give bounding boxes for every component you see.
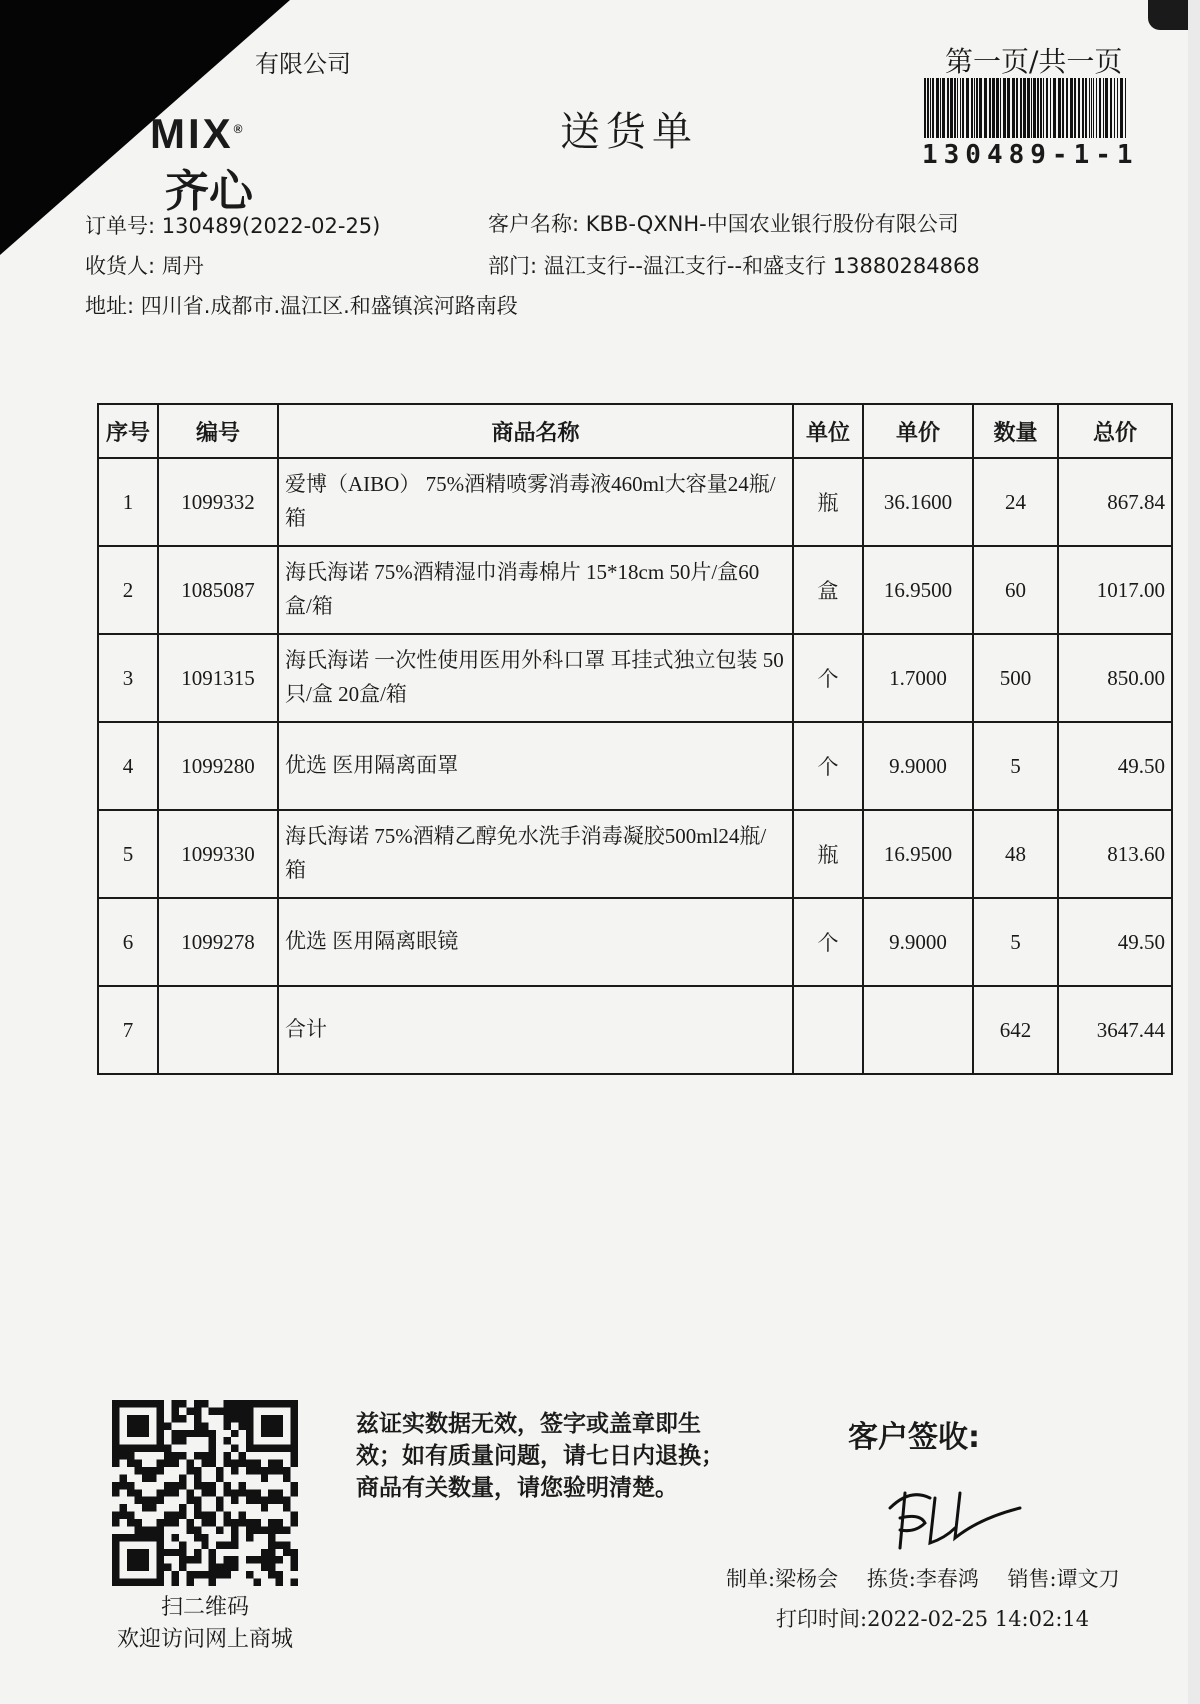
table-row bbox=[98, 546, 1172, 634]
cell-no: 6 bbox=[98, 898, 158, 986]
barcode bbox=[922, 78, 1132, 138]
department-label: 部门: bbox=[488, 254, 538, 278]
cell-price: 16.9500 bbox=[863, 546, 973, 634]
cell-code bbox=[158, 986, 278, 1074]
notice-line: 商品有关数量，请您验明清楚。 bbox=[356, 1475, 678, 1502]
header-name: 商品名称 bbox=[278, 404, 793, 458]
cell-code: 1091315 bbox=[158, 634, 278, 722]
cell-code: 1099332 bbox=[158, 458, 278, 546]
cell-name: 合计 bbox=[278, 986, 793, 1074]
corner-shadow bbox=[1148, 0, 1188, 30]
handwritten-signature bbox=[870, 1468, 1030, 1558]
cell-name: 爱博（AIBO） 75%酒精喷雾消毒液460ml大容量24瓶/箱 bbox=[278, 458, 793, 546]
cell-price bbox=[863, 986, 973, 1074]
cell-unit: 盒 bbox=[793, 546, 863, 634]
staff-info bbox=[726, 1563, 1142, 1593]
brand-logo-chinese: 齐心 bbox=[165, 166, 253, 217]
customer-name-value: KBB-QXNH-中国农业银行股份有限公司 bbox=[585, 212, 959, 236]
notice-line: 兹证实数据无效，签字或盖章即生 bbox=[356, 1411, 701, 1437]
notice-text bbox=[356, 1408, 724, 1505]
cell-total: 49.50 bbox=[1058, 898, 1172, 986]
cell-no: 3 bbox=[98, 634, 158, 722]
cell-unit: 瓶 bbox=[793, 458, 863, 546]
table-row bbox=[98, 898, 1172, 986]
table-row bbox=[98, 810, 1172, 898]
cell-qty: 5 bbox=[973, 898, 1058, 986]
picker: 拣货:李春鸿 bbox=[866, 1567, 979, 1591]
table-total-row bbox=[98, 986, 1172, 1074]
receiver-label: 收货人: bbox=[85, 254, 156, 278]
header-no: 序号 bbox=[98, 404, 158, 458]
cell-name: 海氏海诺 一次性使用医用外科口罩 耳挂式独立包装 50只/盒 20盒/箱 bbox=[278, 634, 793, 722]
cell-code: 1099280 bbox=[158, 722, 278, 810]
cell-qty: 48 bbox=[973, 810, 1058, 898]
cell-code: 1099330 bbox=[158, 810, 278, 898]
receiver bbox=[85, 250, 204, 280]
header-qty: 数量 bbox=[973, 404, 1058, 458]
cell-price: 1.7000 bbox=[863, 634, 973, 722]
header-total: 总价 bbox=[1058, 404, 1172, 458]
cell-total: 813.60 bbox=[1058, 810, 1172, 898]
header-unit: 单位 bbox=[793, 404, 863, 458]
cell-unit: 瓶 bbox=[793, 810, 863, 898]
logo-text: MIX bbox=[150, 110, 234, 157]
address bbox=[85, 290, 518, 320]
cell-no: 4 bbox=[98, 722, 158, 810]
cell-unit: 个 bbox=[793, 898, 863, 986]
cell-price: 16.9500 bbox=[863, 810, 973, 898]
cell-name: 优选 医用隔离面罩 bbox=[278, 722, 793, 810]
barcode-number: 130489-1-1 bbox=[922, 140, 1139, 170]
maker: 制单:梁杨会 bbox=[726, 1567, 839, 1591]
cell-total: 3647.44 bbox=[1058, 986, 1172, 1074]
order-number bbox=[85, 210, 380, 240]
cell-no: 2 bbox=[98, 546, 158, 634]
cell-price: 9.9000 bbox=[863, 722, 973, 810]
address-value: 四川省.成都市.温江区.和盛镇滨河路南段 bbox=[140, 294, 518, 318]
table-row bbox=[98, 634, 1172, 722]
qr-code[interactable] bbox=[112, 1400, 298, 1586]
cell-unit: 个 bbox=[793, 634, 863, 722]
qr-caption-line2: 欢迎访问网上商城 bbox=[116, 1626, 293, 1652]
cell-total: 867.84 bbox=[1058, 458, 1172, 546]
header-code: 编号 bbox=[158, 404, 278, 458]
company-name: 有限公司 bbox=[255, 50, 351, 78]
seller: 销售:谭文刀 bbox=[1007, 1567, 1120, 1591]
cell-price: 36.1600 bbox=[863, 458, 973, 546]
order-number-value: 130489(2022-02-25) bbox=[161, 214, 381, 238]
items-table bbox=[97, 403, 1173, 1075]
table-header-row bbox=[98, 404, 1172, 458]
cell-qty: 5 bbox=[973, 722, 1058, 810]
cell-price: 9.9000 bbox=[863, 898, 973, 986]
customer-name-label: 客户名称: bbox=[488, 212, 580, 236]
cell-unit: 个 bbox=[793, 722, 863, 810]
qr-caption-line1: 扫二维码 bbox=[160, 1595, 249, 1620]
page-info: 第一页/共一页 bbox=[945, 45, 1123, 78]
cell-no: 1 bbox=[98, 458, 158, 546]
customer-sign-label: 客户签收: bbox=[848, 1420, 980, 1455]
customer-name bbox=[488, 208, 959, 238]
address-label: 地址: bbox=[85, 294, 135, 318]
cell-no: 5 bbox=[98, 810, 158, 898]
cell-qty: 500 bbox=[973, 634, 1058, 722]
qr-caption bbox=[100, 1592, 310, 1656]
cell-name: 海氏海诺 75%酒精乙醇免水洗手消毒凝胶500ml24瓶/箱 bbox=[278, 810, 793, 898]
print-time: 打印时间:2022-02-25 14:02:14 bbox=[776, 1607, 1090, 1631]
cell-code: 1085087 bbox=[158, 546, 278, 634]
cell-unit bbox=[793, 986, 863, 1074]
cell-total: 1017.00 bbox=[1058, 546, 1172, 634]
cell-total: 49.50 bbox=[1058, 722, 1172, 810]
cell-no: 7 bbox=[98, 986, 158, 1074]
header-price: 单价 bbox=[863, 404, 973, 458]
order-number-label: 订单号: bbox=[85, 214, 156, 238]
cell-total: 850.00 bbox=[1058, 634, 1172, 722]
cell-qty: 24 bbox=[973, 458, 1058, 546]
cell-code: 1099278 bbox=[158, 898, 278, 986]
department bbox=[488, 250, 980, 280]
receiver-value: 周丹 bbox=[161, 254, 204, 278]
table-row bbox=[98, 458, 1172, 546]
table-row bbox=[98, 722, 1172, 810]
brand-logo: MIX® bbox=[150, 110, 246, 157]
department-value: 温江支行--温江支行--和盛支行 13880284868 bbox=[543, 254, 980, 278]
notice-line: 效；如有质量问题，请七日内退换； bbox=[356, 1443, 724, 1470]
cell-qty: 60 bbox=[973, 546, 1058, 634]
cell-name: 海氏海诺 75%酒精湿巾消毒棉片 15*18cm 50片/盒60盒/箱 bbox=[278, 546, 793, 634]
cell-name: 优选 医用隔离眼镜 bbox=[278, 898, 793, 986]
document-title: 送货单 bbox=[560, 109, 698, 155]
cell-qty: 642 bbox=[973, 986, 1058, 1074]
